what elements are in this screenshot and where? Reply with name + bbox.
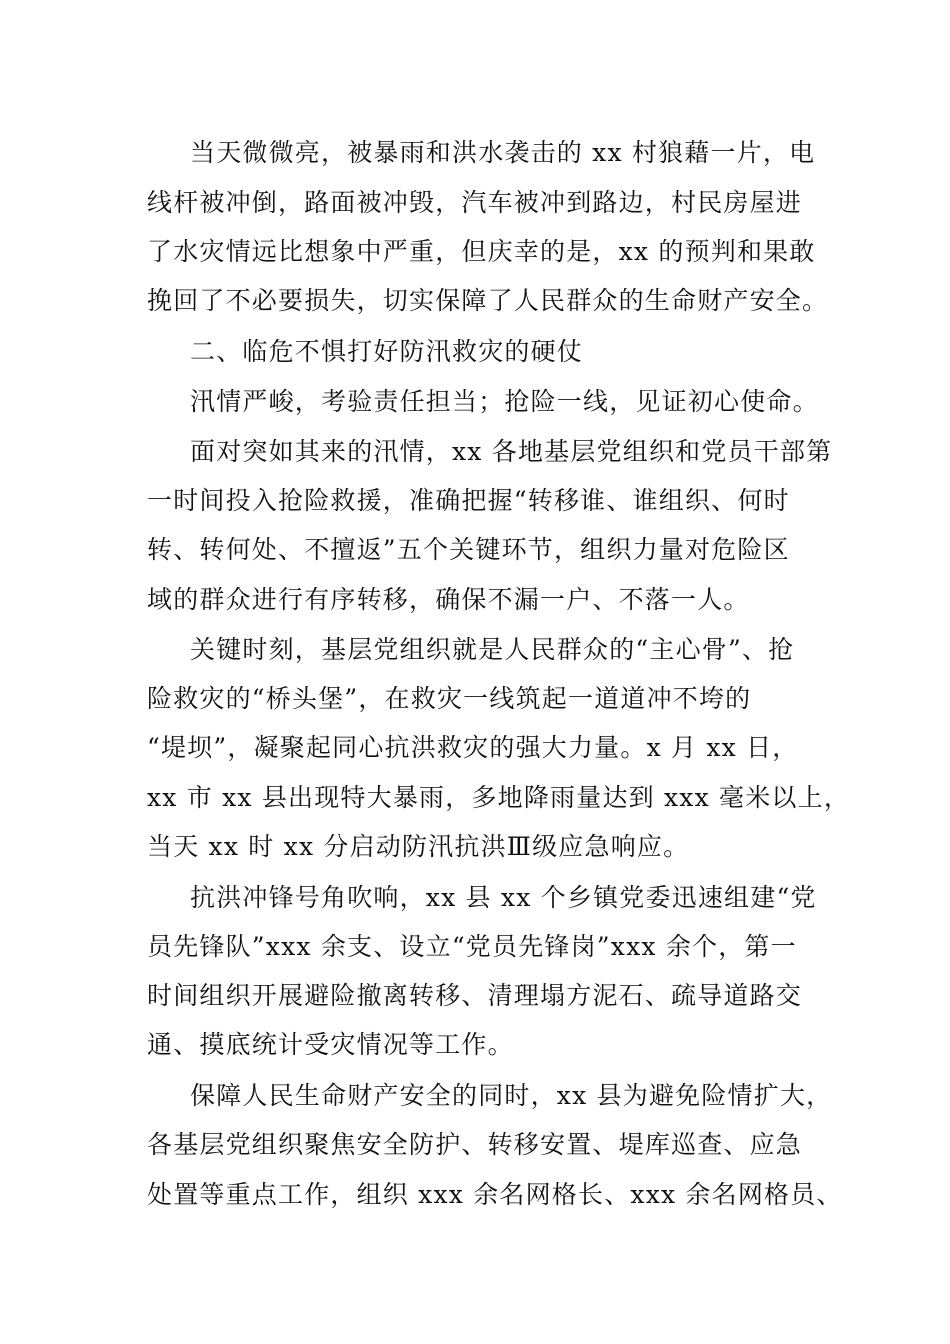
paragraph-line: xx 市 xx 县出现特大暴雨，多地降雨量达到 xxx 毫米以上， xyxy=(147,783,851,812)
paragraph-line: 处置等重点工作，组织 xxx 余名网格长、xxx 余名网格员、 xyxy=(147,1180,843,1209)
paragraph-line: 一时间投入抢险救援，准确把握“转移谁、谁组织、何时 xyxy=(147,486,790,515)
paragraph-line: 线杆被冲倒，路面被冲毁，汽车被冲到路边，村民房屋进 xyxy=(147,188,803,217)
paragraph-line: 各基层党组织聚焦安全防护、转移安置、堤库巡查、应急 xyxy=(147,1130,803,1159)
paragraph-line: 员先锋队”xxx 余支、设立“党员先锋岗”xxx 余个，第一 xyxy=(147,932,797,961)
paragraph-line: 当天 xx 时 xx 分启动防汛抗洪Ⅲ级应急响应。 xyxy=(147,832,690,861)
paragraph-line: 险救灾的“桥头堡”，在救灾一线筑起一道道冲不垮的 xyxy=(147,684,752,713)
paragraph-line: 面对突如其来的汛情，xx 各地基层党组织和党员干部第 xyxy=(190,437,833,466)
paragraph-line: 域的群众进行有序转移，确保不漏一户、不落一人。 xyxy=(147,585,750,614)
paragraph-line: “堤坝”，凝聚起同心抗洪救灾的强大力量。x 月 xx 日， xyxy=(147,733,799,762)
paragraph-line: 抗洪冲锋号角吹响，xx 县 xx 个乡镇党委迅速组建“党 xyxy=(190,883,817,912)
paragraph-line: 保障人民生命财产安全的同时，xx 县为避免险情扩大， xyxy=(190,1081,833,1110)
paragraph-line: 当天微微亮，被暴雨和洪水袭击的 xx 村狼藉一片，电 xyxy=(190,138,816,167)
paragraph-line: 关键时刻，基层党组织就是人民群众的“主心骨”、抢 xyxy=(190,635,795,664)
paragraph-line: 通、摸底统计受灾情况等工作。 xyxy=(147,1030,514,1059)
paragraph-line: 了水灾情远比想象中严重，但庆幸的是，xx 的预判和果敢 xyxy=(147,237,816,266)
paragraph-line: 汛情严峻，考验责任担当；抢险一线，见证初心使命。 xyxy=(190,387,819,416)
section-heading: 二、临危不惧打好防汛救灾的硬仗 xyxy=(190,337,584,366)
paragraph-line: 时间组织开展避险撤离转移、清理塌方泥石、疏导道路交 xyxy=(147,981,803,1010)
paragraph-line: 挽回了不必要损失，切实保障了人民群众的生命财产安全。 xyxy=(147,286,829,315)
paragraph-line: 转、转何处、不擅返”五个关键环节，组织力量对危险区 xyxy=(147,535,790,564)
